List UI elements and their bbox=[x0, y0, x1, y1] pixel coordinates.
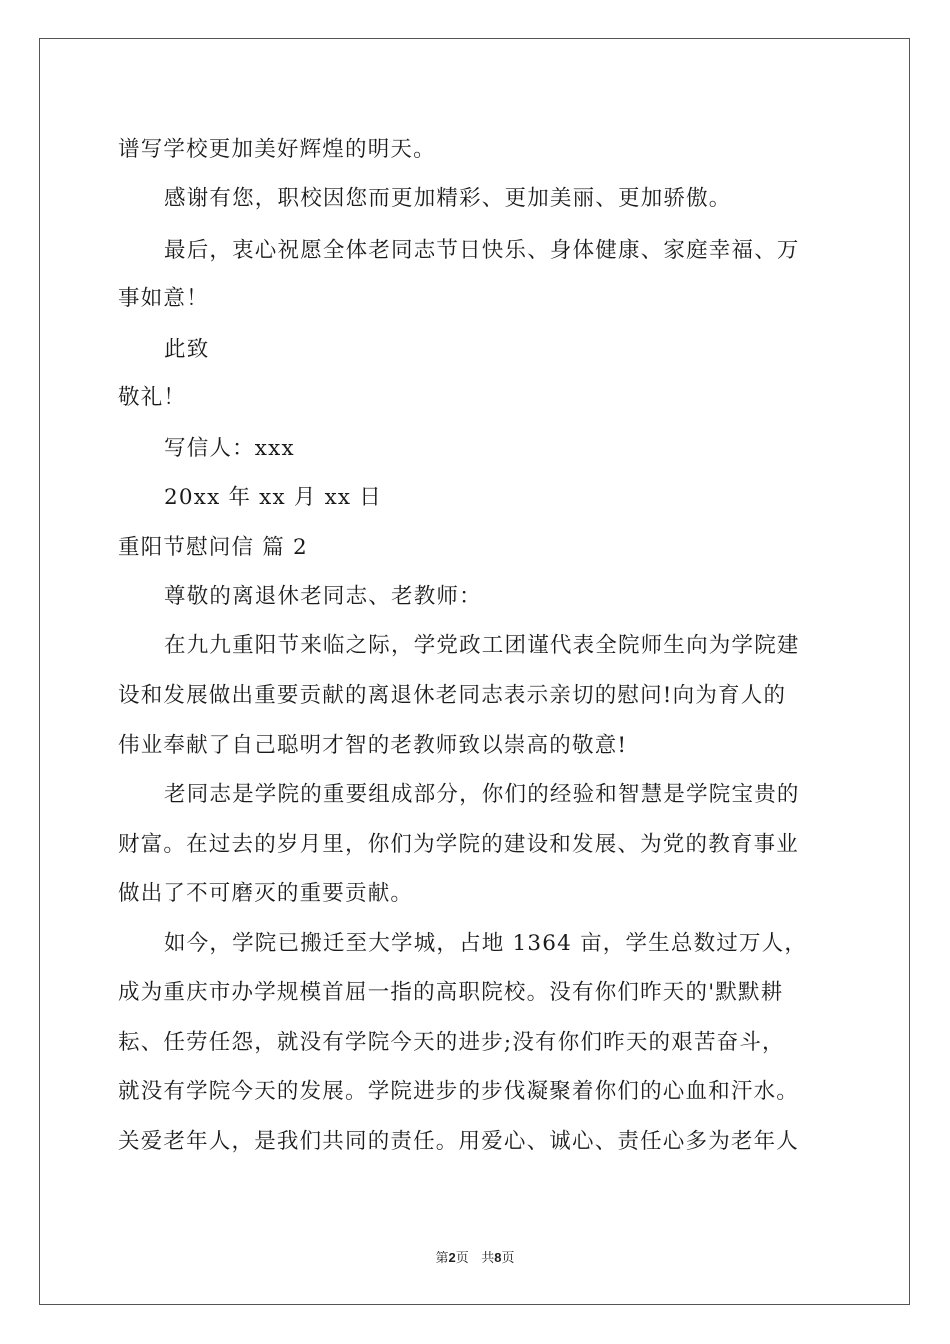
text-line: 事如意！ bbox=[118, 286, 209, 311]
text-line: 设和发展做出重要贡献的离退休老同志表示亲切的慰问!向为育人的 bbox=[118, 683, 787, 708]
text-line: 感谢有您，职校因您而更加精彩、更加美丽、更加骄傲。 bbox=[164, 186, 732, 211]
salutation: 尊敬的离退休老同志、老教师： bbox=[164, 584, 482, 609]
page-prefix: 第 bbox=[435, 1251, 449, 1266]
page-current: 2 bbox=[448, 1250, 456, 1265]
total-suffix: 页 bbox=[501, 1251, 515, 1266]
text-line: 20xx 年 xx 月 xx 日 bbox=[164, 485, 382, 510]
total-prefix: 共 bbox=[481, 1251, 495, 1266]
text-line: 如今，学院已搬迁至大学城，占地 1364 亩，学生总数过万人， bbox=[164, 931, 808, 956]
text-line: 最后，衷心祝愿全体老同志节日快乐、身体健康、家庭幸福、万 bbox=[164, 238, 800, 263]
text-line: 写信人：xxx bbox=[164, 436, 295, 461]
text-line: 财富。在过去的岁月里，你们为学院的建设和发展、为党的教育事业 bbox=[118, 832, 800, 857]
page-border bbox=[39, 38, 910, 1305]
text-line: 耘、任劳任怨，就没有学院今天的进步;没有你们昨天的艰苦奋斗， bbox=[118, 1030, 785, 1055]
text-line: 在九九重阳节来临之际，学党政工团谨代表全院师生向为学院建 bbox=[164, 633, 800, 658]
text-line: 谱写学校更加美好辉煌的明天。 bbox=[118, 137, 436, 162]
text-line: 成为重庆市办学规模首屈一指的高职院校。没有你们昨天的'默默耕 bbox=[118, 980, 784, 1005]
text-line: 伟业奉献了自己聪明才智的老教师致以崇高的敬意! bbox=[118, 733, 628, 758]
text-line: 做出了不可磨灭的重要贡献。 bbox=[118, 881, 414, 906]
page-footer bbox=[0, 1247, 950, 1266]
page-total: 8 bbox=[494, 1250, 502, 1265]
page-suffix: 页 bbox=[455, 1251, 469, 1266]
text-line: 老同志是学院的重要组成部分，你们的经验和智慧是学院宝贵的 bbox=[164, 782, 800, 807]
text-line: 关爱老年人，是我们共同的责任。用爱心、诚心、责任心多为老年人 bbox=[118, 1129, 800, 1154]
text-line: 就没有学院今天的发展。学院进步的步伐凝聚着你们的心血和汗水。 bbox=[118, 1079, 800, 1104]
text-line: 此致 bbox=[164, 337, 210, 362]
text-line: 敬礼！ bbox=[118, 385, 187, 410]
section-heading: 重阳节慰问信 篇 2 bbox=[118, 535, 308, 560]
